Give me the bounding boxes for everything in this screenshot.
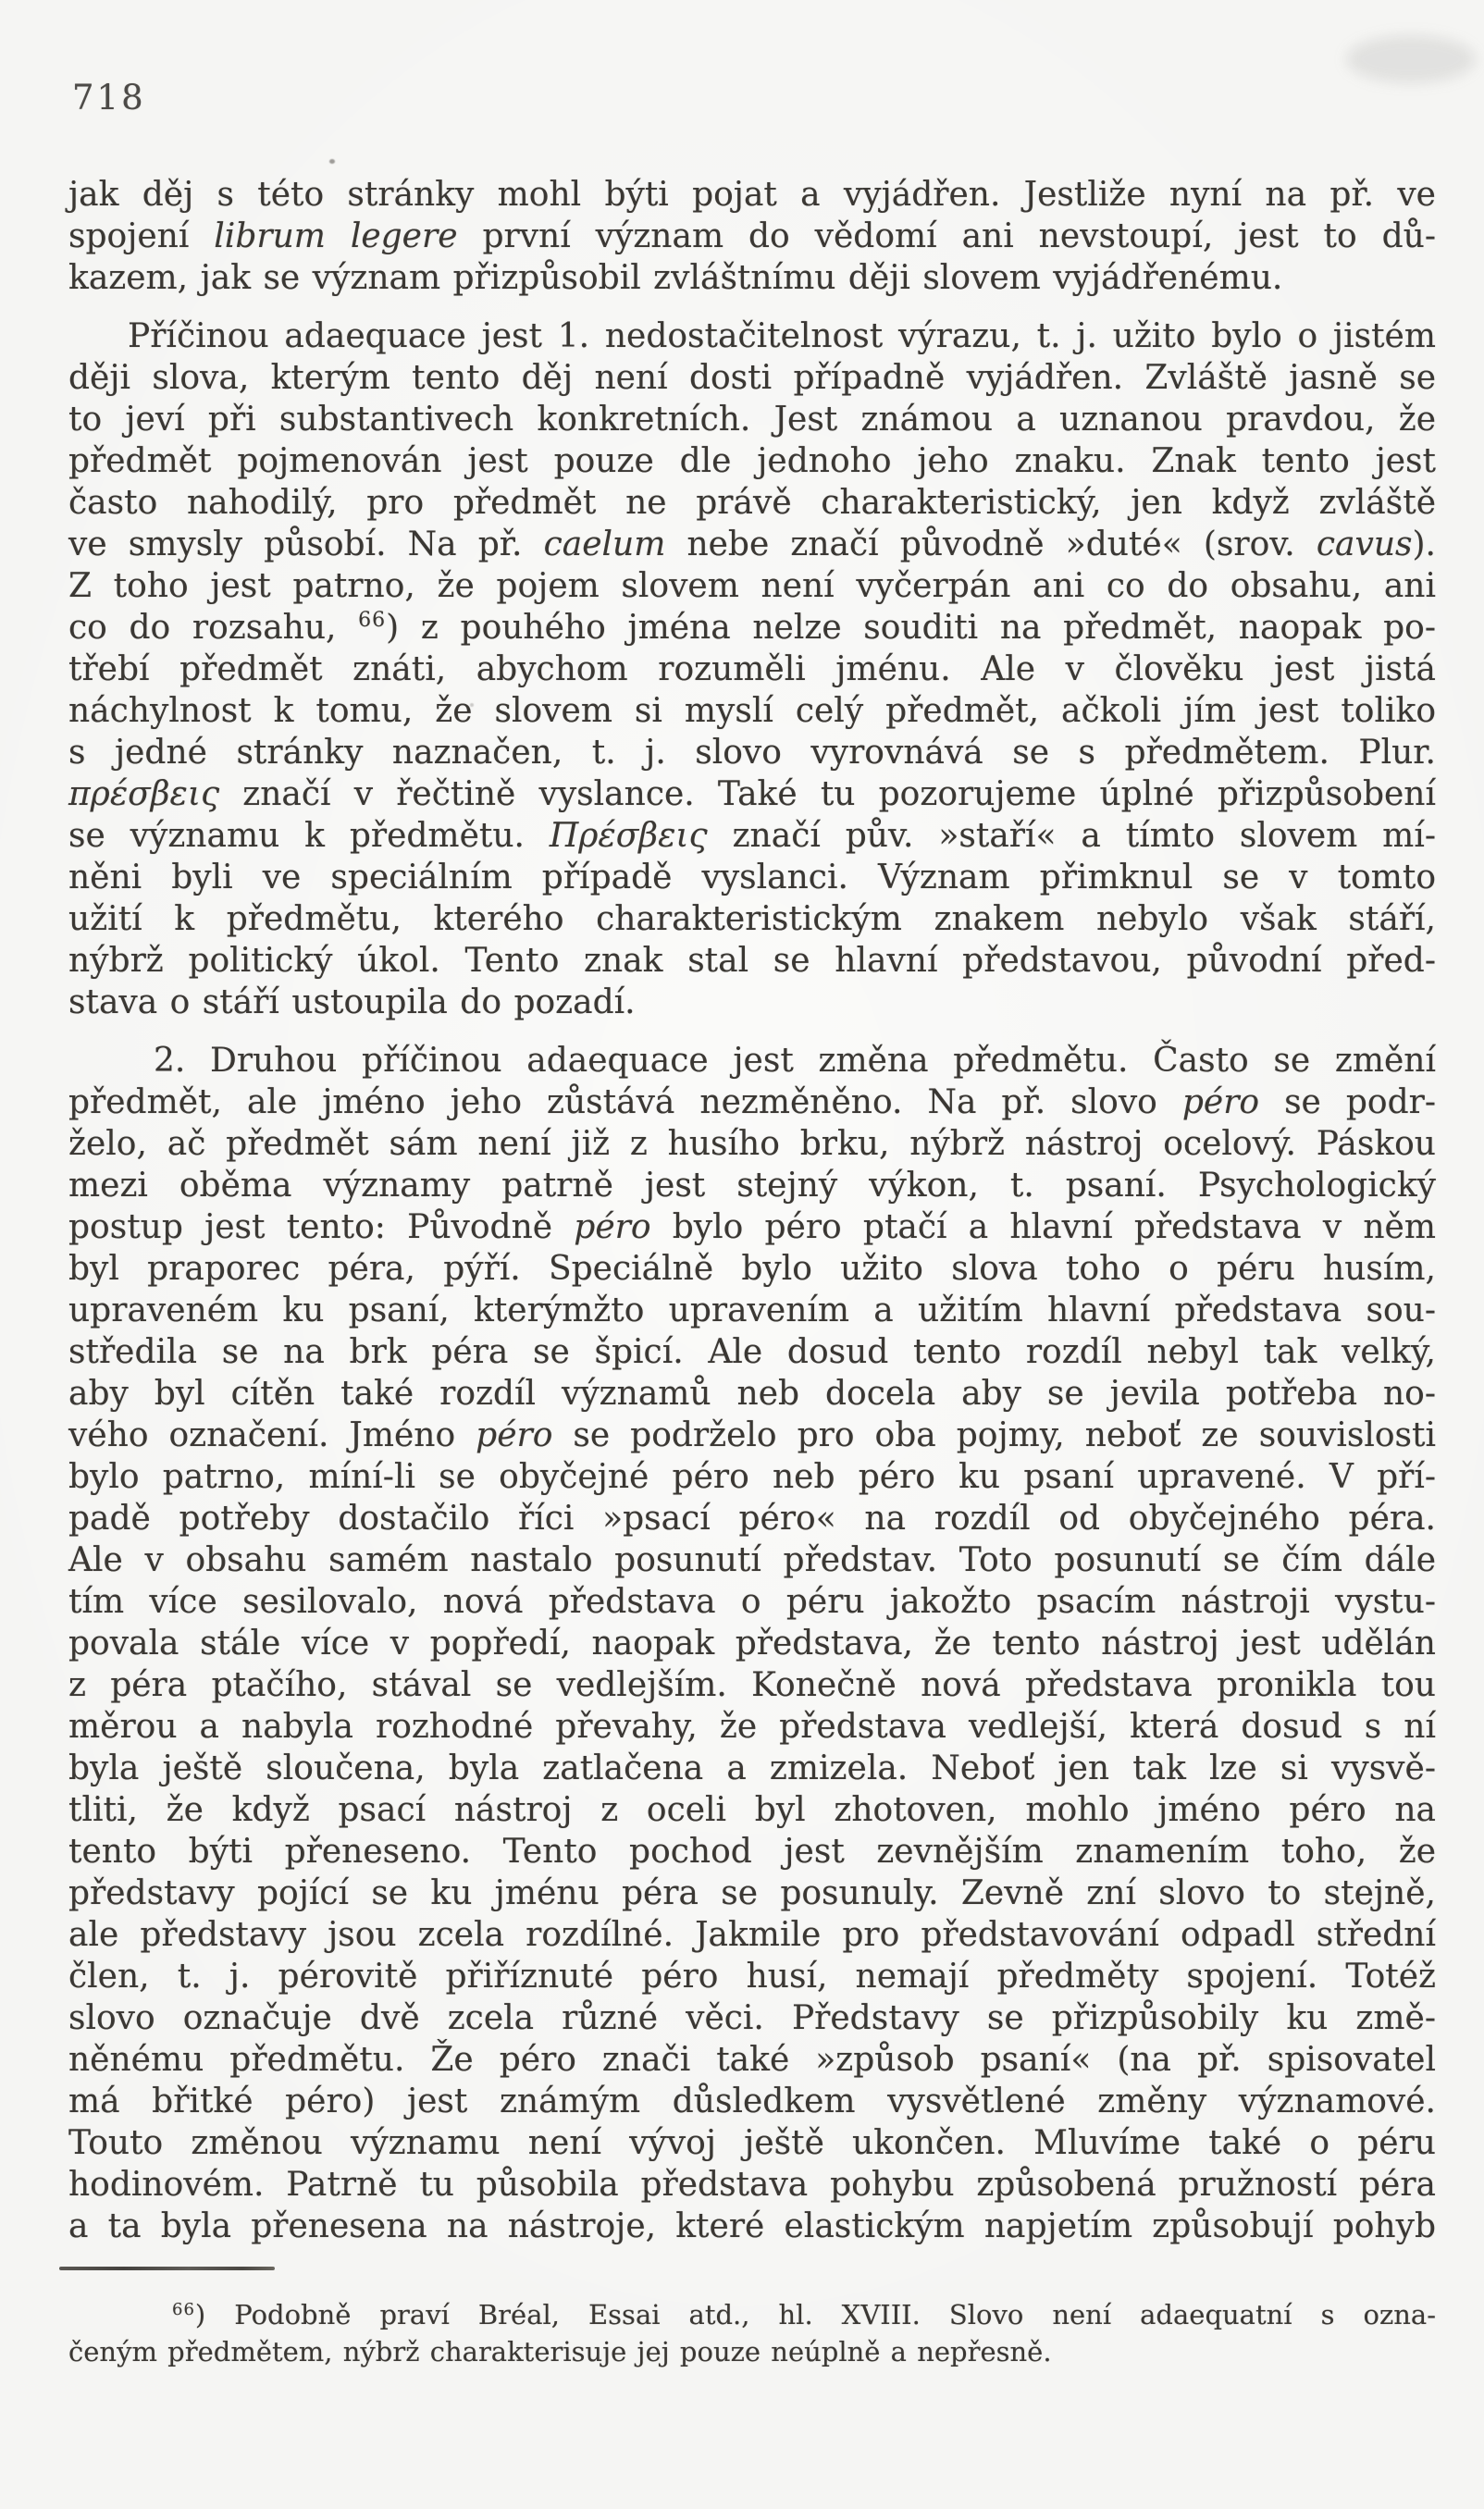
text-segment: ale představy jsou zcela rozdílné. Jakmile pro představování odpadl střední	[68, 1916, 1436, 1954]
text-segment: byl praporec péra, pýří. Speciálně bylo užito slova toho o péru husím,	[68, 1250, 1436, 1288]
text-line	[68, 2081, 1436, 2122]
text-line	[68, 357, 1436, 399]
text-line	[68, 1831, 1436, 1872]
text-line	[68, 399, 1436, 440]
text-line	[68, 1748, 1436, 1789]
text-line	[68, 1623, 1436, 1664]
text-line	[68, 1248, 1436, 1290]
text-line	[68, 1789, 1436, 1831]
text-segment: librum legere	[214, 217, 458, 255]
text-line	[68, 565, 1436, 607]
text-segment: třebí předmět znáti, abychom rozuměli jménu. Ale v člověku jest jistá	[68, 650, 1436, 688]
text-segment: péro	[574, 1208, 651, 1246]
text-line	[68, 2039, 1436, 2081]
text-line	[68, 257, 1436, 299]
paragraph	[68, 315, 1436, 1023]
paragraph	[68, 174, 1436, 299]
text-line	[68, 1872, 1436, 1914]
text-line	[68, 982, 1436, 1023]
text-segment: se podrželo pro oba pojmy, neboť ze souvislosti	[552, 1416, 1437, 1454]
text-segment: kazem, jak se význam přizpůsobil zvláštnímu ději slovem vyjádřenému.	[68, 259, 1283, 297]
text-line	[68, 1997, 1436, 2039]
text-segment: hodinovém. Patrně tu působila představa pohybu způsobená pružností péra	[68, 2166, 1436, 2204]
text-segment: užití k předmětu, kterého charakteristickým znakem nebylo však stáří,	[68, 900, 1436, 938]
text-segment: nýbrž politický úkol. Tento znak stal se hlavní představou, původní před-	[68, 942, 1436, 980]
text-line	[68, 216, 1436, 257]
text-line	[68, 1040, 1436, 1081]
text-line	[68, 1539, 1436, 1581]
text-segment: předmět pojmenován jest pouze dle jednoho jeho znaku. Znak tento jest	[68, 442, 1436, 480]
text-line	[68, 482, 1436, 524]
text-segment: má břitké péro) jest známým důsledkem vysvětlené změny významové.	[68, 2083, 1436, 2120]
text-segment: Z toho jest patrno, že pojem slovem není vyčerpán ani co do obsahu, ani	[68, 567, 1436, 605]
text-segment: ) z pouhého jména nelze souditi na předmět, naopak po-	[386, 609, 1436, 647]
text-segment: 66	[358, 609, 387, 632]
text-segment: ději slova, kterým tento děj není dosti případně vyjádřen. Zvláště jasně se	[68, 359, 1436, 397]
text-segment: byla ještě sloučena, byla zatlačena a zmizela. Neboť jen tak lze si vysvě-	[68, 1749, 1436, 1787]
text-line	[68, 1290, 1436, 1331]
text-segment: povala stále více v popředí, naopak představa, že tento nástroj jest udělán	[68, 1625, 1436, 1662]
text-line	[68, 1914, 1436, 1956]
text-line	[68, 2164, 1436, 2206]
text-line	[68, 315, 1436, 357]
text-segment: náchylnost k tomu, že slovem si myslí celý předmět, ačkoli jím jest toliko	[68, 692, 1436, 730]
paragraph	[68, 1040, 1436, 2247]
page-number: 718	[72, 78, 146, 117]
text-segment: ).	[1412, 525, 1436, 563]
text-line	[68, 815, 1436, 857]
text-line	[68, 2206, 1436, 2247]
text-segment: to jeví při substantivech konkretních. Jest známou a uznanou pravdou, že	[68, 401, 1436, 439]
text-segment: co do rozsahu,	[68, 609, 359, 647]
text-segment: péro	[476, 1416, 553, 1454]
text-segment: ve smysly působí. Na př.	[68, 525, 544, 563]
text-line	[68, 1373, 1436, 1415]
text-segment: péro	[1181, 1083, 1260, 1121]
text-segment: caelum	[543, 525, 666, 563]
scan-speck	[329, 159, 335, 164]
text-segment: první význam do vědomí ani nevstoupí, jest to dů-	[457, 217, 1436, 255]
text-segment: tím více sesilovalo, nová představa o péru jakožto psacím nástroji vystu-	[68, 1583, 1436, 1621]
footnote-separator	[59, 2267, 275, 2270]
text-line	[68, 1415, 1436, 1456]
text-segment: středila se na brk péra se špicí. Ale dosud tento rozdíl nebyl tak velký,	[68, 1333, 1436, 1371]
text-line	[68, 1956, 1436, 1997]
text-segment: cavus	[1316, 525, 1413, 563]
text-line	[68, 2333, 1436, 2370]
text-segment: Touto změnou významu není vývoj ještě ukončen. Mluvíme také o péru	[68, 2124, 1436, 2162]
text-line	[68, 2122, 1436, 2164]
text-segment: z péra ptačího, stával se vedlejším. Konečně nová představa pronikla tou	[68, 1666, 1436, 1704]
text-segment: člen, t. j. pérovitě přiříznuté péro husí, nemají předměty spojení. Totéž	[68, 1958, 1436, 1996]
text-line	[68, 1165, 1436, 1206]
text-segment: Ale v obsahu samém nastalo posunutí představ. Toto posunutí se čím dále	[68, 1541, 1436, 1579]
text-line	[68, 1206, 1436, 1248]
text-segment: něni byli ve speciálním případě vyslanci. Význam přimknul se v tomto	[68, 859, 1436, 896]
text-segment: padě potřeby dostačilo říci »psací péro« na rozdíl od obyčejného péra.	[68, 1500, 1436, 1538]
text-segment: s jedné stránky naznačen, t. j. slovo vyrovnává se s předmětem. Plur.	[68, 734, 1436, 772]
text-segment: značí v řečtině vyslance. Také tu pozorujeme úplné přizpůsobení	[219, 775, 1436, 813]
text-line	[68, 940, 1436, 982]
text-segment: často nahodilý, pro předmět ne právě charakteristický, jen když zvláště	[68, 484, 1436, 522]
text-line	[68, 440, 1436, 482]
text-segment: bylo patrno, míní-li se obyčejné péro neb péro ku psaní upravené. V pří-	[68, 1458, 1436, 1496]
text-segment: měrou a nabyla rozhodné převahy, že představa vedlejší, která dosud s ní	[68, 1708, 1436, 1746]
footnote	[68, 2296, 1436, 2370]
text-segment: se významu k předmětu.	[68, 817, 550, 855]
text-segment: značí pův. »staří« a tímto slovem mí-	[707, 817, 1436, 855]
text-line	[68, 174, 1436, 216]
text-segment: upraveném ku psaní, kterýmžto upravením a užitím hlavní představa sou-	[68, 1292, 1436, 1329]
text-segment: ) Podobně praví Bréal, Essai atd., hl. XVIII. Slovo není adaequatní s ozna-	[194, 2299, 1436, 2330]
text-line	[68, 524, 1436, 565]
text-line	[68, 1581, 1436, 1623]
text-line	[68, 607, 1436, 649]
text-segment: stava o stáří ustoupila do pozadí.	[68, 983, 636, 1021]
text-segment: πρέσβεις	[68, 775, 220, 813]
text-segment: se podr-	[1259, 1083, 1436, 1121]
text-segment: aby byl cítěn také rozdíl významů neb docela aby se jevila potřeba no-	[68, 1375, 1436, 1413]
text-segment: předmět, ale jméno jeho zůstává nezměněno. Na př. slovo	[68, 1083, 1182, 1121]
text-line	[68, 690, 1436, 732]
text-segment: představy pojící se ku jménu péra se posunuly. Zevně zní slovo to stejně,	[68, 1874, 1436, 1912]
text-segment: 66	[172, 2300, 195, 2319]
scan-artifact	[1346, 35, 1476, 83]
text-segment: 2. Druhou příčinou adaequace jest změna předmětu. Často se změní	[154, 1042, 1436, 1080]
text-segment: bylo péro ptačí a hlavní představa v něm	[650, 1208, 1436, 1246]
text-line	[68, 857, 1436, 898]
text-segment: mezi oběma významy patrně jest stejný výkon, t. psaní. Psychologický	[68, 1167, 1436, 1205]
text-segment: vého označení. Jméno	[68, 1416, 476, 1454]
text-line	[68, 1081, 1436, 1123]
text-segment: jak děj s této stránky mohl býti pojat a vyjádřen. Jestliže nyní na př. ve	[68, 176, 1436, 214]
text-segment: Příčinou adaequace jest 1. nedostačitelnost výrazu, t. j. užito bylo o jistém	[128, 317, 1436, 355]
text-line	[68, 898, 1436, 940]
text-line	[68, 773, 1436, 815]
text-segment: postup jest tento: Původně	[68, 1208, 575, 1246]
text-segment: a ta byla přenesena na nástroje, které elastickým napjetím způsobují pohyb	[68, 2207, 1436, 2245]
text-segment: Πρέσβεις	[549, 817, 708, 855]
body-text	[68, 174, 1436, 2247]
text-line	[68, 732, 1436, 773]
text-segment: čeným předmětem, nýbrž charakterisuje jej pouze neúplně a nepřesně.	[68, 2336, 1052, 2367]
text-line	[68, 1706, 1436, 1748]
text-segment: něnému předmětu. Že péro znači také »způsob psaní« (na př. spisovatel	[68, 2041, 1436, 2079]
text-segment: nebe značí původně »duté« (srov.	[665, 525, 1317, 563]
text-line	[68, 2296, 1436, 2333]
text-segment: slovo označuje dvě zcela různé věci. Představy se přizpůsobily ku změ-	[68, 1999, 1436, 2037]
text-line	[68, 1331, 1436, 1373]
text-line	[68, 1498, 1436, 1539]
text-segment: spojení	[68, 217, 215, 255]
text-line	[68, 1123, 1436, 1165]
text-line	[68, 1456, 1436, 1498]
text-segment: želo, ač předmět sám není již z husího brku, nýbrž nástroj ocelový. Páskou	[68, 1125, 1436, 1163]
text-line	[68, 649, 1436, 690]
text-segment: tliti, že když psací nástroj z oceli byl zhotoven, mohlo jméno péro na	[68, 1791, 1436, 1829]
text-line	[68, 1664, 1436, 1706]
text-segment: tento býti přeneseno. Tento pochod jest zevnějším znamením toho, že	[68, 1833, 1436, 1871]
